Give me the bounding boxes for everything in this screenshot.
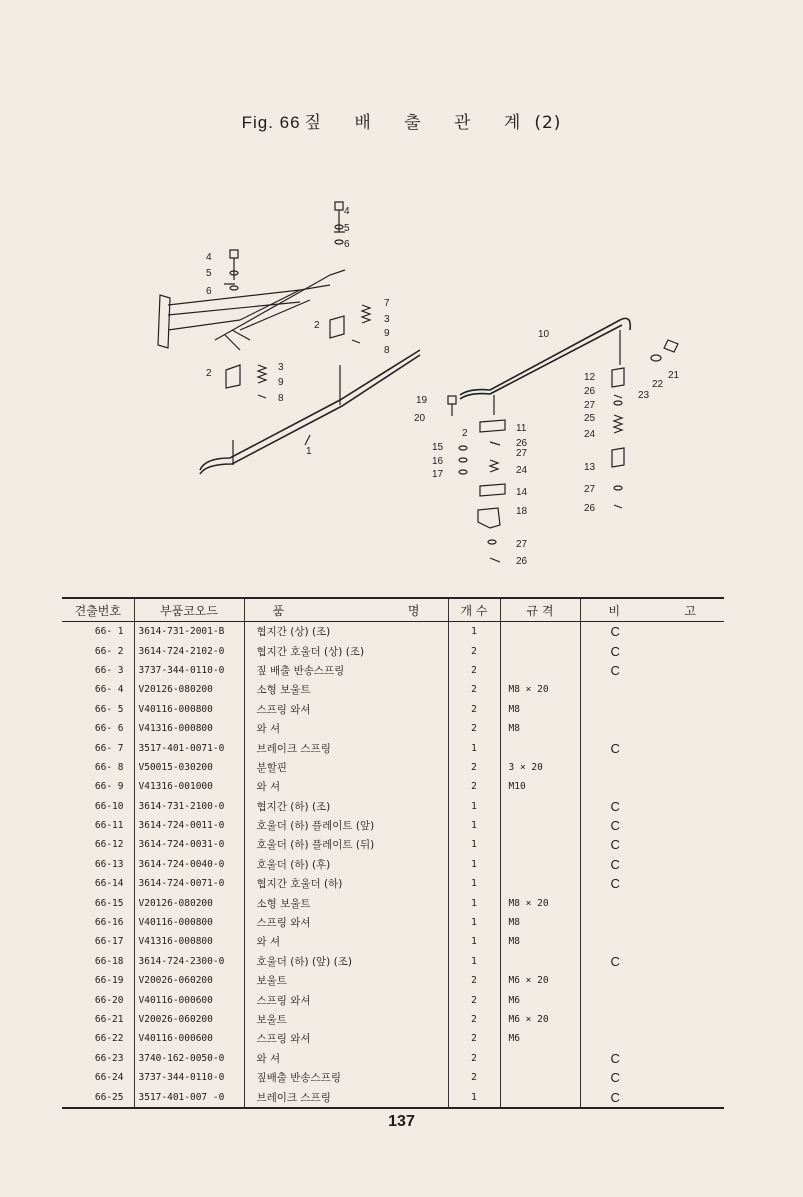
table-row <box>62 680 724 699</box>
cell-no: 66- 2 <box>94 645 124 657</box>
table-row <box>62 835 724 854</box>
cell-name: 브레이크 스프링 <box>244 738 448 757</box>
cell-no: 66-11 <box>94 820 124 832</box>
cell-code: V40116-000800 <box>134 700 244 719</box>
cell-note: C <box>580 738 724 757</box>
cell-spec <box>500 874 580 893</box>
cell-name: 호울더 (하) 플레이트 (앞) <box>244 816 448 835</box>
cell-qty: 1 <box>448 835 500 854</box>
cell-qty: 2 <box>448 971 500 990</box>
exploded-parts-diagram <box>0 190 803 580</box>
page-number: 137 <box>388 1113 415 1130</box>
cell-name: 스프링 와셔 <box>244 700 448 719</box>
callout-27c: 27 <box>516 448 528 459</box>
cell-note <box>580 758 724 777</box>
cell-spec: M6 × 20 <box>500 1010 580 1029</box>
cell-code: V20026-060200 <box>134 1010 244 1029</box>
cell-qty: 2 <box>448 700 500 719</box>
cell-spec: M8 × 20 <box>500 893 580 912</box>
cell-note: C <box>580 622 724 642</box>
table-row <box>62 913 724 932</box>
cell-qty: 2 <box>448 680 500 699</box>
cell-code: V40116-000800 <box>134 913 244 932</box>
table-row <box>62 971 724 990</box>
callout-19: 19 <box>416 395 428 406</box>
callout-25: 25 <box>584 413 596 424</box>
callout-23: 23 <box>638 390 650 401</box>
callout-27: 27 <box>584 400 596 411</box>
callout-24b: 24 <box>516 465 528 476</box>
callout-2b: 2 <box>206 368 212 379</box>
callout-21: 21 <box>668 370 680 381</box>
header-name-right: 명 <box>407 603 420 618</box>
cell-qty: 2 <box>448 1049 500 1068</box>
cell-qty: 1 <box>448 932 500 951</box>
cell-no: 66- 6 <box>94 723 124 735</box>
callout-15: 15 <box>432 442 444 453</box>
cell-name: 스프링 와셔 <box>244 990 448 1009</box>
table-row <box>62 622 724 642</box>
cell-name: 소형 보울트 <box>244 893 448 912</box>
callout-6: 6 <box>344 239 350 250</box>
cell-name: 와 셔 <box>244 777 448 796</box>
cell-spec: M8 <box>500 719 580 738</box>
callout-14: 14 <box>516 487 528 498</box>
cell-no: 66- 3 <box>94 664 124 676</box>
cell-note: C <box>580 874 724 893</box>
cell-name: 호울더 (하) 플레이트 (뒤) <box>244 835 448 854</box>
table-row <box>62 990 724 1009</box>
cell-qty: 2 <box>448 641 500 660</box>
header-note-left: 비 <box>608 603 621 618</box>
table-row <box>62 1010 724 1029</box>
callout-20: 20 <box>414 413 426 424</box>
cell-note: C <box>580 835 724 854</box>
cell-note: C <box>580 1087 724 1107</box>
cell-note: C <box>580 855 724 874</box>
cell-note <box>580 971 724 990</box>
cell-code: 3737-344-0110-0 <box>134 661 244 680</box>
callout-4: 4 <box>344 206 350 217</box>
cell-no: 66-21 <box>94 1014 124 1025</box>
callout-9: 9 <box>384 328 390 339</box>
table-row <box>62 1049 724 1068</box>
table-row <box>62 797 724 816</box>
callout-7: 7 <box>384 298 390 309</box>
cell-code: 3614-731-2001-B <box>134 622 244 642</box>
parts-table-body <box>62 622 724 1108</box>
cell-name: 보울트 <box>244 1010 448 1029</box>
cell-spec <box>500 738 580 757</box>
table-row <box>62 1029 724 1048</box>
cell-note <box>580 777 724 796</box>
cell-name: 와 셔 <box>244 1049 448 1068</box>
cell-note <box>580 719 724 738</box>
cell-no: 66-22 <box>94 1033 124 1045</box>
cell-name: 협지간 (상) (조) <box>244 622 448 642</box>
cell-code: V40116-000600 <box>134 1029 244 1048</box>
cell-no: 66-17 <box>94 936 124 948</box>
cell-qty: 1 <box>448 797 500 816</box>
callout-2: 2 <box>314 320 320 331</box>
cell-code: V20026-060200 <box>134 971 244 990</box>
cell-code: 3614-724-0011-0 <box>134 816 244 835</box>
cell-spec <box>500 622 580 642</box>
cell-code: V50015-030200 <box>134 758 244 777</box>
callout-3b: 3 <box>278 362 284 373</box>
cell-code: 3614-724-0071-0 <box>134 874 244 893</box>
table-row <box>62 1087 724 1107</box>
cell-no: 66-12 <box>94 839 124 851</box>
header-note <box>580 598 724 622</box>
cell-note <box>580 1029 724 1048</box>
callout-24: 24 <box>584 429 596 440</box>
cell-note: C <box>580 1068 724 1087</box>
cell-name: 와 셔 <box>244 932 448 951</box>
cell-spec: M6 × 20 <box>500 971 580 990</box>
cell-code: 3614-724-0040-0 <box>134 855 244 874</box>
cell-spec <box>500 835 580 854</box>
figure-suffix: (2) <box>534 113 562 133</box>
cell-code: V41316-000800 <box>134 932 244 951</box>
cell-code: 3737-344-0110-0 <box>134 1068 244 1087</box>
cell-qty: 2 <box>448 758 500 777</box>
cell-code: 3517-401-007 -0 <box>134 1087 244 1107</box>
cell-no: 66- 8 <box>94 761 124 773</box>
table-row <box>62 719 724 738</box>
cell-qty: 1 <box>448 1087 500 1107</box>
cell-qty: 1 <box>448 816 500 835</box>
cell-note <box>580 1010 724 1029</box>
cell-note: C <box>580 661 724 680</box>
table-row <box>62 893 724 912</box>
callout-3: 3 <box>384 314 390 325</box>
cell-spec: M8 <box>500 913 580 932</box>
cell-no: 66- 7 <box>94 742 124 754</box>
callout-18: 18 <box>516 506 528 517</box>
cell-qty: 2 <box>448 1068 500 1087</box>
cell-qty: 2 <box>448 719 500 738</box>
cell-code: 3614-731-2100-0 <box>134 797 244 816</box>
callout-26: 26 <box>584 386 596 397</box>
cell-no: 66-14 <box>94 878 124 890</box>
cell-spec: M8 × 20 <box>500 680 580 699</box>
callout-26d: 26 <box>516 556 528 567</box>
callout-12: 12 <box>584 372 596 383</box>
cell-code: 3740-162-0050-0 <box>134 1049 244 1068</box>
table-row <box>62 816 724 835</box>
cell-note <box>580 913 724 932</box>
figure-title <box>0 108 803 133</box>
cell-name: 협지간 (하) (조) <box>244 797 448 816</box>
table-header-row <box>62 598 724 622</box>
table-row <box>62 700 724 719</box>
cell-name: 스프링 와셔 <box>244 1029 448 1048</box>
parts-list-table <box>62 597 724 1109</box>
cell-name: 호울더 (하) (앞) (조) <box>244 952 448 971</box>
cell-name: 와 셔 <box>244 719 448 738</box>
cell-spec <box>500 641 580 660</box>
callout-9b: 9 <box>278 377 284 388</box>
header-note-right: 고 <box>684 603 696 618</box>
cell-spec <box>500 952 580 971</box>
cell-no: 66- 5 <box>94 703 124 715</box>
cell-name: 소형 보울트 <box>244 680 448 699</box>
table-row <box>62 777 724 796</box>
cell-spec <box>500 1087 580 1107</box>
cell-qty: 2 <box>448 661 500 680</box>
cell-name: 협지간 호울더 (하) <box>244 874 448 893</box>
cell-spec: M8 <box>500 700 580 719</box>
table-row <box>62 952 724 971</box>
cell-no: 66-10 <box>94 800 124 812</box>
cell-qty: 1 <box>448 952 500 971</box>
table-row <box>62 641 724 660</box>
table-row <box>62 932 724 951</box>
cell-note: C <box>580 1049 724 1068</box>
cell-no: 66-25 <box>62 1087 134 1107</box>
callout-27d: 27 <box>516 539 528 550</box>
callout-8: 8 <box>384 345 390 356</box>
cell-note: C <box>580 797 724 816</box>
cell-code: V41316-001000 <box>134 777 244 796</box>
callout-17: 17 <box>432 469 444 480</box>
header-name <box>244 598 448 622</box>
table-row <box>62 661 724 680</box>
header-name-left: 품 <box>272 603 285 618</box>
table-row <box>62 874 724 893</box>
cell-code: 3517-401-0071-0 <box>134 738 244 757</box>
callout-26b: 26 <box>584 503 596 514</box>
cell-note <box>580 893 724 912</box>
table-row <box>62 758 724 777</box>
cell-code: 3614-724-2300-0 <box>134 952 244 971</box>
cell-no: 66- 9 <box>94 781 124 793</box>
cell-name: 브레이크 스프링 <box>244 1087 448 1107</box>
header-spec: 규 격 <box>500 598 580 622</box>
cell-spec <box>500 855 580 874</box>
figure-number: Fig. 66 <box>241 113 301 132</box>
cell-spec <box>500 661 580 680</box>
cell-name: 스프링 와셔 <box>244 913 448 932</box>
cell-qty: 1 <box>448 738 500 757</box>
callout-13: 13 <box>584 462 596 473</box>
callout-4b: 4 <box>206 252 212 263</box>
cell-name: 분할핀 <box>244 758 448 777</box>
cell-qty: 2 <box>448 777 500 796</box>
cell-spec: 3 × 20 <box>500 758 580 777</box>
cell-qty: 1 <box>448 855 500 874</box>
callout-10: 10 <box>538 329 550 340</box>
callout-11: 11 <box>516 423 527 434</box>
table-row <box>62 1068 724 1087</box>
cell-note: C <box>580 952 724 971</box>
callout-27b: 27 <box>584 484 596 495</box>
callout-labels <box>206 206 680 567</box>
cell-name: 호울더 (하) (후) <box>244 855 448 874</box>
cell-note <box>580 990 724 1009</box>
table-row <box>62 738 724 757</box>
cell-note <box>580 680 724 699</box>
cell-no: 66-20 <box>94 994 124 1006</box>
cell-no: 66-19 <box>94 975 124 987</box>
cell-note: C <box>580 641 724 660</box>
figure-korean-title: 짚 배 출 관 계 <box>304 113 535 133</box>
callout-26c: 26 <box>516 438 528 449</box>
header-no: 견출번호 <box>62 598 134 622</box>
cell-no: 66-15 <box>94 897 124 909</box>
callout-2c: 2 <box>462 428 468 439</box>
cell-spec <box>500 816 580 835</box>
cell-qty: 1 <box>448 874 500 893</box>
cell-name: 보울트 <box>244 971 448 990</box>
callout-6b: 6 <box>206 286 212 297</box>
cell-no: 66-23 <box>94 1052 124 1064</box>
callout-16: 16 <box>432 456 444 467</box>
callout-5b: 5 <box>206 268 212 279</box>
cell-code: V20126-080200 <box>134 893 244 912</box>
cell-code: V40116-000600 <box>134 990 244 1009</box>
cell-spec <box>500 1068 580 1087</box>
cell-name: 짚 배출 반송스프링 <box>244 661 448 680</box>
cell-qty: 1 <box>448 913 500 932</box>
cell-spec: M6 <box>500 990 580 1009</box>
callout-1: 1 <box>306 446 312 457</box>
cell-spec: M8 <box>500 932 580 951</box>
cell-qty: 1 <box>448 622 500 642</box>
cell-spec <box>500 1049 580 1068</box>
cell-qty: 2 <box>448 990 500 1009</box>
callout-22: 22 <box>652 379 664 390</box>
cell-code: 3614-724-0031-0 <box>134 835 244 854</box>
cell-code: V20126-080200 <box>134 680 244 699</box>
cell-spec: M6 <box>500 1029 580 1048</box>
cell-name: 짚배출 반송스프링 <box>244 1068 448 1087</box>
table-row <box>62 855 724 874</box>
cell-qty: 2 <box>448 1010 500 1029</box>
cell-no: 66-13 <box>94 858 124 870</box>
cell-note: C <box>580 816 724 835</box>
header-qty: 개 수 <box>448 598 500 622</box>
cell-no: 66-18 <box>94 955 124 967</box>
cell-note <box>580 932 724 951</box>
cell-spec <box>500 797 580 816</box>
cell-no: 66-24 <box>94 1072 124 1084</box>
cell-no: 66-16 <box>94 917 124 929</box>
callout-8b: 8 <box>278 393 284 404</box>
cell-no: 66- 1 <box>94 626 124 638</box>
cell-code: V41316-000800 <box>134 719 244 738</box>
cell-name: 협지간 호울더 (상) (조) <box>244 641 448 660</box>
callout-5: 5 <box>344 223 350 234</box>
cell-no: 66- 4 <box>94 684 124 696</box>
cell-qty: 1 <box>448 893 500 912</box>
cell-code: 3614-724-2102-0 <box>134 641 244 660</box>
cell-qty: 2 <box>448 1029 500 1048</box>
header-code: 부품코오드 <box>134 598 244 622</box>
cell-note <box>580 700 724 719</box>
cell-spec: M10 <box>500 777 580 796</box>
